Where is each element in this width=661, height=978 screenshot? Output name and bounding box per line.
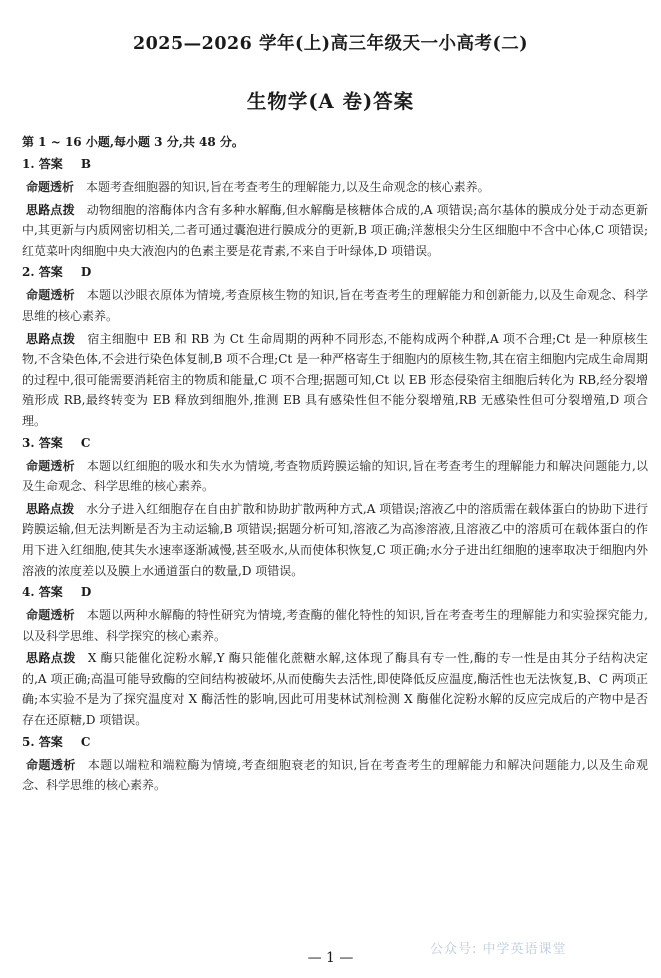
- analysis-text: 本题以沙眼衣原体为情境,考查原核生物的知识,旨在考查考生的理解能力和创新能力,以及生命观念、科学思维的核心素养。: [22, 288, 648, 323]
- hint-label: 思路点拨: [26, 651, 76, 666]
- question-number: 5.: [22, 734, 35, 749]
- question-number: 4.: [22, 585, 35, 600]
- hint-label: 思路点拨: [26, 501, 75, 516]
- hint-paragraph: [22, 200, 648, 262]
- analysis-paragraph: [22, 605, 648, 646]
- answer-value: C: [80, 734, 91, 749]
- answer-value: D: [80, 585, 92, 600]
- question-number: 3.: [22, 435, 35, 450]
- hint-label: 思路点拨: [26, 202, 75, 217]
- watermark-text: 公众号: 中学英语课堂: [430, 942, 567, 957]
- analysis-paragraph: [22, 285, 648, 326]
- question-block: [22, 434, 648, 582]
- analysis-label: 命题透析: [26, 757, 76, 772]
- question-block: [22, 155, 648, 261]
- analysis-paragraph: [22, 456, 648, 497]
- answer-value: C: [80, 435, 91, 450]
- analysis-text: 本题以端粒和端粒酶为情境,考查细胞衰老的知识,旨在考查考生的理解能力和解决问题能力,以及生命观念、科学思维的核心素养。: [22, 757, 648, 793]
- answer-line: [22, 733, 648, 752]
- question-block: [22, 733, 648, 796]
- question-number: 2.: [22, 265, 35, 280]
- analysis-label: 命题透析: [26, 288, 75, 303]
- answer-line: [22, 583, 648, 602]
- analysis-label: 命题透析: [26, 180, 75, 194]
- hint-text: X 酶只能催化淀粉水解,Y 酶只能催化蔗糖水解,这体现了酶具有专一性,酶的专一性是由其分子结构决定的,A 项正确;高温可能导致酶的空间结构被破坏,从而使酶失去活性,即使降低反应温度,酶活性也无法恢复,B、C 两项正确;本实验不是为了探究温度对 X 酶活性的影响,因此可用斐林试剂检测 X 酶催化淀粉水解的反应完成后的产物中是否存在还原糖,D 项错误。: [22, 651, 648, 728]
- page-number: — 1 —: [307, 950, 354, 966]
- analysis-paragraph: [22, 755, 648, 796]
- hint-paragraph: [22, 499, 648, 581]
- analysis-label: 命题透析: [26, 608, 75, 623]
- answer-content: [22, 133, 648, 798]
- section-intro: 第 1 ~ 16 小题,每小题 3 分,共 48 分。: [22, 135, 244, 149]
- hint-paragraph: [22, 648, 648, 730]
- exam-title: 2025—2026 学年(上)高三年级天一小高考(二): [132, 34, 529, 54]
- answer-subtitle: 生物学(A 卷)答案: [246, 90, 415, 113]
- analysis-text: 本题考查细胞器的知识,旨在考查考生的理解能力,以及生命观念的核心素养。: [86, 180, 490, 194]
- analysis-label: 命题透析: [26, 458, 75, 473]
- hint-text: 宿主细胞中 EB 和 RB 为 Ct 生命周期的两种不同形态,不能构成两个种群,A 项不合理;Ct 是一种原核生物,不含染色体,不会进行染色体复制,B 项不合理;Ct 是一种严格寄生于细胞内的原核生物,其在宿主细胞内完成生命周期的过程中,很可能需要消耗宿主的物质和能量,C 项不合理;据题可知,Ct 以 EB 形态侵染宿主细胞后转化为 RB,经分裂增殖形成 RB,最终转变为 EB 释放到细胞外,推测 EB 具有感染性但不能分裂增殖,RB 无感染性但可分裂增殖,D 项合理。: [22, 331, 648, 428]
- hint-label: 思路点拨: [26, 331, 76, 346]
- analysis-paragraph: [22, 177, 648, 198]
- analysis-text: 本题以红细胞的吸水和失水为情境,考查物质跨膜运输的知识,旨在考查考生的理解能力和解决问题能力,以及生命观念、科学思维的核心素养。: [22, 458, 648, 494]
- hint-text: 动物细胞的溶酶体内含有多种水解酶,但水解酶是核糖体合成的,A 项错误;高尔基体的膜成分处于动态更新中,其更新与内质网密切相关,二者可通过囊泡进行膜成分的更新,B 项正确;洋葱根尖分生区细胞中不含中心体,C 项错误;红苋菜叶肉细胞中央大液泡内的色素主要是花青素,不来自于叶绿体,D 项错误。: [22, 202, 648, 258]
- answer-line: [22, 434, 648, 453]
- answer-value: D: [80, 265, 92, 280]
- answer-label: 答案: [38, 157, 63, 171]
- answer-line: [22, 155, 648, 174]
- answer-label: 答案: [38, 435, 63, 450]
- answer-label: 答案: [38, 585, 63, 600]
- hint-text: 水分子进入红细胞存在自由扩散和协助扩散两种方式,A 项错误;溶液乙中的溶质需在载体蛋白的协助下进行跨膜运输,但无法判断是否为主动运输,B 项错误;据题分析可知,溶液乙为高渗溶液,且溶液乙中的溶质可在载体蛋白的作用下进入红细胞,使其失水速率逐渐减慢,甚至吸水,从而使体积恢复,C 项正确;水分子进出红细胞的速率取决于细胞内外溶液的浓度差以及膜上水通道蛋白的数量,D 项错误。: [22, 501, 648, 578]
- question-block: [22, 583, 648, 731]
- question-number: 1.: [22, 157, 35, 171]
- answer-line: [22, 263, 648, 282]
- answer-value: B: [80, 157, 92, 171]
- answer-label: 答案: [38, 734, 63, 749]
- analysis-text: 本题以两种水解酶的特性研究为情境,考查酶的催化特性的知识,旨在考查考生的理解能力和实验探究能力,以及科学思维、科学探究的核心素养。: [22, 608, 648, 643]
- hint-paragraph: [22, 329, 648, 432]
- answer-label: 答案: [38, 265, 63, 280]
- question-block: [22, 263, 648, 431]
